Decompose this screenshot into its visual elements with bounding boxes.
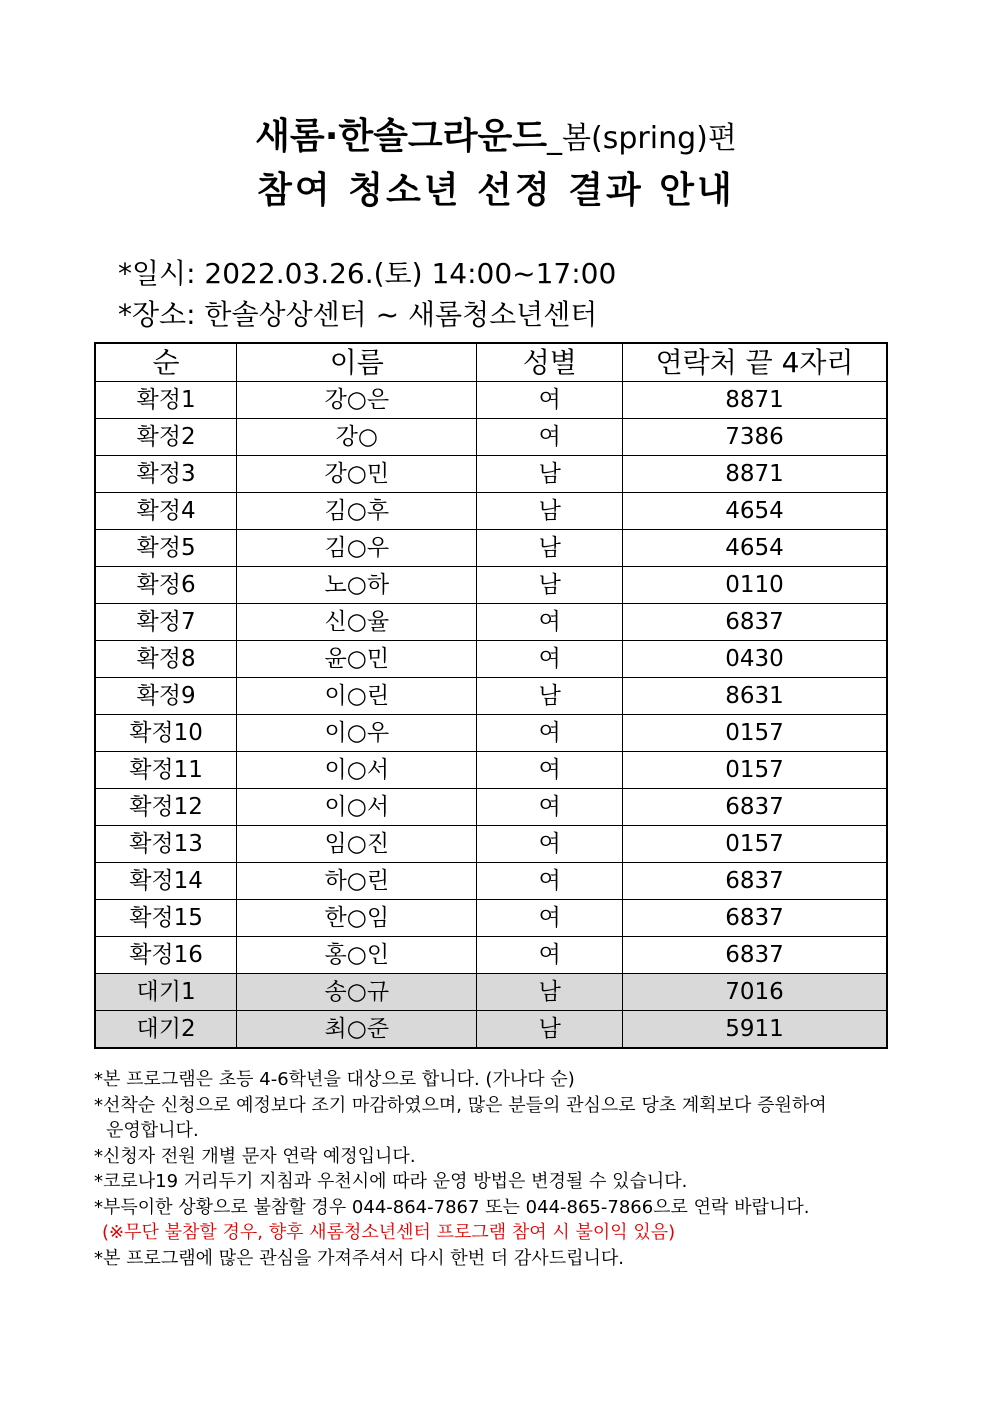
table-header-row xyxy=(95,343,887,382)
title-suffix: _봄(spring)편 xyxy=(547,121,737,156)
cell-phone: 6837 xyxy=(623,863,887,900)
note-thanks: *본 프로그램에 많은 관심을 가져주셔서 다시 한번 더 감사드립니다. xyxy=(94,1247,624,1269)
cell-gender: 여 xyxy=(477,382,623,419)
cell-gender: 남 xyxy=(477,493,623,530)
cell-gender: 여 xyxy=(477,715,623,752)
cell-phone: 0157 xyxy=(623,715,887,752)
cell-gender: 남 xyxy=(477,1011,623,1049)
cell-name: 강○ xyxy=(237,419,477,456)
cell-order: 확정15 xyxy=(95,900,237,937)
table-row xyxy=(95,752,887,789)
note-contact: *신청자 전원 개별 문자 연락 예정입니다. xyxy=(94,1145,416,1167)
cell-order: 확정7 xyxy=(95,604,237,641)
cell-gender: 남 xyxy=(477,974,623,1011)
header-phone: 연락처 끝 4자리 xyxy=(623,343,887,382)
table-row xyxy=(95,715,887,752)
cell-gender: 남 xyxy=(477,530,623,567)
event-place: *장소: 한솔상상센터 ~ 새롬청소년센터 xyxy=(118,298,598,331)
table-row xyxy=(95,382,887,419)
cell-phone: 8631 xyxy=(623,678,887,715)
cell-order: 확정1 xyxy=(95,382,237,419)
cell-gender: 여 xyxy=(477,937,623,974)
table-row xyxy=(95,863,887,900)
cell-phone: 7016 xyxy=(623,974,887,1011)
cell-gender: 여 xyxy=(477,641,623,678)
cell-phone: 4654 xyxy=(623,530,887,567)
cell-gender: 여 xyxy=(477,752,623,789)
cell-gender: 여 xyxy=(477,863,623,900)
note-warning: (※무단 불참할 경우, 향후 새롬청소년센터 프로그램 참여 시 불이익 있음) xyxy=(102,1222,676,1243)
cell-name: 노○하 xyxy=(237,567,477,604)
cell-gender: 남 xyxy=(477,567,623,604)
table-row xyxy=(95,900,887,937)
cell-gender: 여 xyxy=(477,419,623,456)
table-row xyxy=(95,937,887,974)
cell-order: 확정14 xyxy=(95,863,237,900)
cell-order: 대기2 xyxy=(95,1011,237,1049)
cell-name: 최○준 xyxy=(237,1011,477,1049)
cell-order: 확정8 xyxy=(95,641,237,678)
cell-name: 신○율 xyxy=(237,604,477,641)
cell-gender: 여 xyxy=(477,789,623,826)
cell-gender: 남 xyxy=(477,678,623,715)
table-row xyxy=(95,678,887,715)
cell-phone: 5911 xyxy=(623,1011,887,1049)
table-row xyxy=(95,1011,887,1049)
cell-order: 확정12 xyxy=(95,789,237,826)
table-row xyxy=(95,789,887,826)
page-subtitle: 참여 청소년 선정 결과 안내 xyxy=(257,170,735,211)
cell-phone: 6837 xyxy=(623,604,887,641)
table-row xyxy=(95,826,887,863)
notes xyxy=(94,1067,924,1271)
table-row xyxy=(95,567,887,604)
header-gender: 성별 xyxy=(477,343,623,382)
cell-order: 확정5 xyxy=(95,530,237,567)
cell-phone: 7386 xyxy=(623,419,887,456)
cell-phone: 8871 xyxy=(623,382,887,419)
header-order: 순 xyxy=(95,343,237,382)
cell-name: 이○서 xyxy=(237,789,477,826)
cell-order: 확정2 xyxy=(95,419,237,456)
cell-name: 강○은 xyxy=(237,382,477,419)
table-body xyxy=(95,382,887,1049)
cell-name: 김○우 xyxy=(237,530,477,567)
cell-order: 확정16 xyxy=(95,937,237,974)
cell-phone: 6837 xyxy=(623,789,887,826)
cell-phone: 0430 xyxy=(623,641,887,678)
participant-table xyxy=(94,342,888,1049)
cell-name: 하○린 xyxy=(237,863,477,900)
table-row xyxy=(95,974,887,1011)
note-absence: *부득이한 상황으로 불참할 경우 044-864-7867 또는 044-865-7866으로 연락 바랍니다. xyxy=(94,1196,810,1218)
cell-name: 강○민 xyxy=(237,456,477,493)
cell-phone: 4654 xyxy=(623,493,887,530)
cell-name: 이○우 xyxy=(237,715,477,752)
cell-gender: 여 xyxy=(477,604,623,641)
cell-name: 김○후 xyxy=(237,493,477,530)
cell-order: 확정4 xyxy=(95,493,237,530)
table-row xyxy=(95,456,887,493)
cell-order: 확정10 xyxy=(95,715,237,752)
cell-phone: 6837 xyxy=(623,937,887,974)
cell-gender: 여 xyxy=(477,826,623,863)
cell-order: 확정3 xyxy=(95,456,237,493)
cell-name: 윤○민 xyxy=(237,641,477,678)
cell-name: 임○진 xyxy=(237,826,477,863)
note-target: *본 프로그램은 초등 4-6학년을 대상으로 합니다. (가나다 순) xyxy=(94,1069,575,1090)
page-title xyxy=(0,112,992,164)
note-covid: *코로나19 거리두기 지침과 우천시에 따라 운영 방법은 변경될 수 있습니다. xyxy=(94,1171,688,1192)
header-name: 이름 xyxy=(237,343,477,382)
cell-gender: 남 xyxy=(477,456,623,493)
note-closing: *선착순 신청으로 예정보다 조기 마감하였으며, 많은 분들의 관심으로 당초 계획보다 증원하여 xyxy=(94,1094,827,1116)
cell-name: 홍○인 xyxy=(237,937,477,974)
cell-name: 이○린 xyxy=(237,678,477,715)
cell-name: 송○규 xyxy=(237,974,477,1011)
cell-order: 확정9 xyxy=(95,678,237,715)
table-row xyxy=(95,641,887,678)
cell-order: 확정11 xyxy=(95,752,237,789)
cell-gender: 여 xyxy=(477,900,623,937)
cell-name: 이○서 xyxy=(237,752,477,789)
cell-order: 확정13 xyxy=(95,826,237,863)
event-date: *일시: 2022.03.26.(토) 14:00~17:00 xyxy=(118,257,617,290)
cell-order: 확정6 xyxy=(95,567,237,604)
title-main: 새롬·한솔그라운드 xyxy=(255,116,548,157)
cell-phone: 0157 xyxy=(623,826,887,863)
cell-order: 대기1 xyxy=(95,974,237,1011)
cell-phone: 0110 xyxy=(623,567,887,604)
cell-phone: 6837 xyxy=(623,900,887,937)
table-row xyxy=(95,493,887,530)
cell-phone: 8871 xyxy=(623,456,887,493)
note-closing-cont: 운영합니다. xyxy=(106,1120,199,1141)
cell-name: 한○임 xyxy=(237,900,477,937)
table-row xyxy=(95,419,887,456)
table-row xyxy=(95,604,887,641)
table-row xyxy=(95,530,887,567)
cell-phone: 0157 xyxy=(623,752,887,789)
